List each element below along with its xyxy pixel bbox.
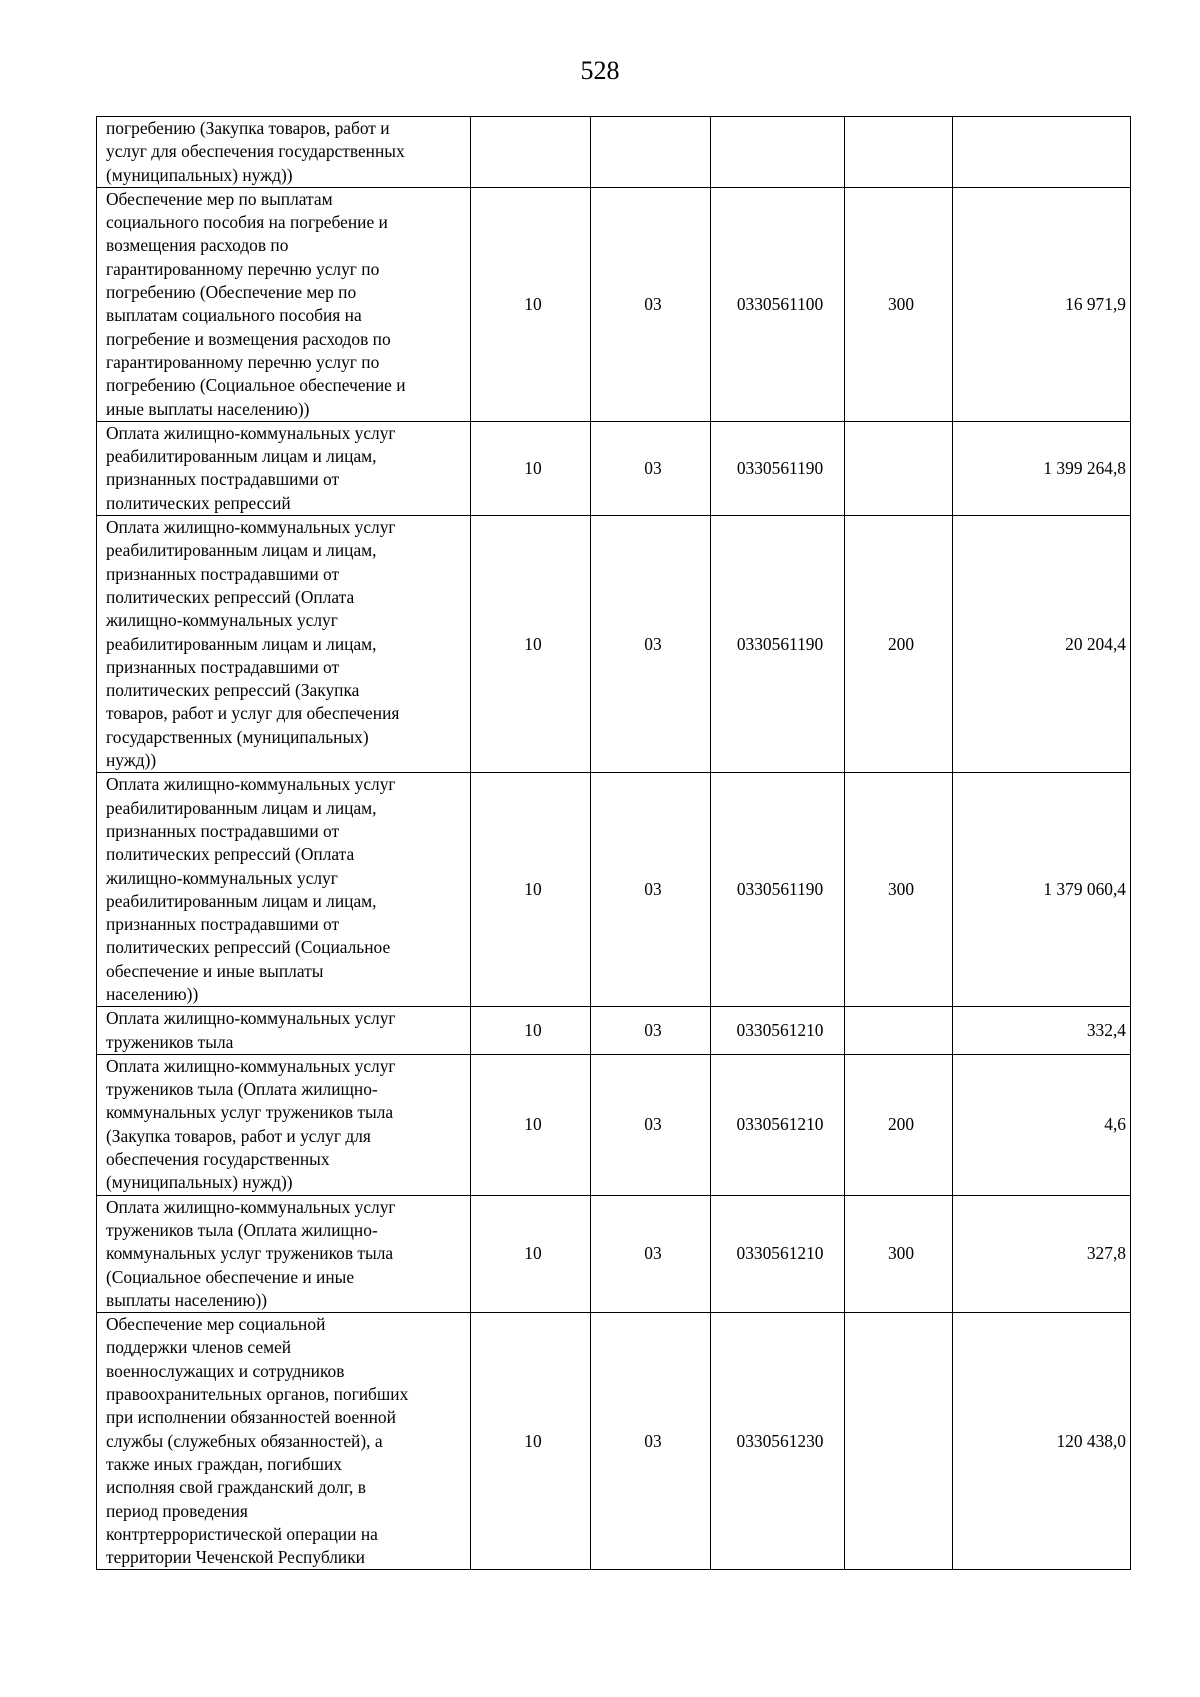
description-line: Оплата жилищно-коммунальных услуг bbox=[106, 517, 396, 538]
description-line: государственных (муниципальных) bbox=[106, 726, 369, 747]
amount-cell: 120 438,0 bbox=[953, 1313, 1131, 1570]
expense-type-cell: 200 bbox=[845, 516, 953, 773]
description-line: возмещения расходов по bbox=[106, 235, 289, 256]
description-line: коммунальных услуг тружеников тыла bbox=[106, 1102, 394, 1123]
description-line: (муниципальных) нужд)) bbox=[106, 164, 293, 185]
amount-cell bbox=[953, 117, 1131, 188]
description-line: также иных граждан, погибших bbox=[106, 1453, 342, 1474]
expense-type-cell bbox=[845, 1313, 953, 1570]
description-line: (Социальное обеспечение и иные bbox=[106, 1266, 355, 1287]
amount-cell: 1 379 060,4 bbox=[953, 773, 1131, 1007]
table-row bbox=[97, 187, 1131, 421]
description-line: обеспечение и иные выплаты bbox=[106, 960, 324, 981]
description-line: реабилитированным лицам и лицам, bbox=[106, 446, 377, 467]
description-line: нужд)) bbox=[106, 750, 157, 771]
description-line: поддержки членов семей bbox=[106, 1337, 292, 1358]
description-cell bbox=[97, 1195, 471, 1312]
subsection-code-cell: 03 bbox=[591, 516, 711, 773]
expense-type-cell bbox=[845, 1007, 953, 1055]
description-line: погребению (Социальное обеспечение и bbox=[106, 375, 406, 396]
subsection-code-cell: 03 bbox=[591, 1007, 711, 1055]
description-line: реабилитированным лицам и лицам, bbox=[106, 890, 377, 911]
description-line: услуг для обеспечения государственных bbox=[106, 141, 405, 162]
section-code-cell: 10 bbox=[471, 1313, 591, 1570]
target-article-cell: 0330561190 bbox=[711, 773, 845, 1007]
target-article-cell: 0330561210 bbox=[711, 1007, 845, 1055]
target-article-cell: 0330561100 bbox=[711, 187, 845, 421]
section-code-cell: 10 bbox=[471, 516, 591, 773]
description-cell bbox=[97, 1313, 471, 1570]
description-cell bbox=[97, 117, 471, 188]
table-row bbox=[97, 1054, 1131, 1195]
table-row bbox=[97, 516, 1131, 773]
description-cell bbox=[97, 1054, 471, 1195]
description-line: жилищно-коммунальных услуг bbox=[106, 610, 338, 631]
expense-type-cell: 300 bbox=[845, 187, 953, 421]
description-line: тружеников тыла (Оплата жилищно- bbox=[106, 1219, 378, 1240]
description-cell bbox=[97, 773, 471, 1007]
subsection-code-cell: 03 bbox=[591, 1313, 711, 1570]
description-line: погребение и возмещения расходов по bbox=[106, 328, 391, 349]
description-line: Оплата жилищно-коммунальных услуг bbox=[106, 1055, 396, 1076]
description-line: период проведения bbox=[106, 1500, 248, 1521]
subsection-code-cell: 03 bbox=[591, 1195, 711, 1312]
description-line: территории Чеченской Республики bbox=[106, 1547, 365, 1568]
amount-cell: 332,4 bbox=[953, 1007, 1131, 1055]
page-number: 528 bbox=[580, 56, 620, 85]
description-line: политических репрессий (Оплата bbox=[106, 586, 355, 607]
description-line: признанных пострадавшими от bbox=[106, 914, 340, 935]
description-cell bbox=[97, 1007, 471, 1055]
amount-cell: 327,8 bbox=[953, 1195, 1131, 1312]
description-line: Оплата жилищно-коммунальных услуг bbox=[106, 774, 396, 795]
table-row bbox=[97, 773, 1131, 1007]
description-line: при исполнении обязанностей военной bbox=[106, 1407, 396, 1428]
subsection-code-cell: 03 bbox=[591, 1054, 711, 1195]
expense-type-cell: 300 bbox=[845, 773, 953, 1007]
description-line: правоохранительных органов, погибших bbox=[106, 1384, 409, 1405]
section-code-cell: 10 bbox=[471, 421, 591, 515]
description-line: гарантированному перечню услуг по bbox=[106, 351, 380, 372]
target-article-cell bbox=[711, 117, 845, 188]
description-line: политических репрессий bbox=[106, 492, 291, 513]
description-line: реабилитированным лицам и лицам, bbox=[106, 633, 377, 654]
description-line: социального пособия на погребение и bbox=[106, 212, 388, 233]
description-line: политических репрессий (Закупка bbox=[106, 680, 360, 701]
description-line: признанных пострадавшими от bbox=[106, 656, 340, 677]
budget-table-body bbox=[97, 117, 1131, 1570]
section-code-cell: 10 bbox=[471, 187, 591, 421]
expense-type-cell bbox=[845, 421, 953, 515]
description-line: обеспечения государственных bbox=[106, 1149, 330, 1170]
target-article-cell: 0330561230 bbox=[711, 1313, 845, 1570]
subsection-code-cell bbox=[591, 117, 711, 188]
description-line: признанных пострадавшими от bbox=[106, 563, 340, 584]
description-line: (Закупка товаров, работ и услуг для bbox=[106, 1125, 371, 1146]
table-row bbox=[97, 1313, 1131, 1570]
description-line: Оплата жилищно-коммунальных услуг bbox=[106, 1008, 396, 1029]
description-line: гарантированному перечню услуг по bbox=[106, 258, 380, 279]
description-line: товаров, работ и услуг для обеспечения bbox=[106, 703, 400, 724]
target-article-cell: 0330561210 bbox=[711, 1054, 845, 1195]
amount-cell: 16 971,9 bbox=[953, 187, 1131, 421]
description-line: выплатам социального пособия на bbox=[106, 305, 362, 326]
amount-cell: 20 204,4 bbox=[953, 516, 1131, 773]
expense-type-cell bbox=[845, 117, 953, 188]
description-line: тружеников тыла (Оплата жилищно- bbox=[106, 1079, 378, 1100]
description-line: тружеников тыла bbox=[106, 1031, 234, 1052]
description-line: Оплата жилищно-коммунальных услуг bbox=[106, 1196, 396, 1217]
table-row bbox=[97, 1007, 1131, 1055]
section-code-cell: 10 bbox=[471, 1195, 591, 1312]
subsection-code-cell: 03 bbox=[591, 187, 711, 421]
table-row bbox=[97, 421, 1131, 515]
description-cell bbox=[97, 421, 471, 515]
description-line: иные выплаты населению)) bbox=[106, 398, 310, 419]
target-article-cell: 0330561210 bbox=[711, 1195, 845, 1312]
description-line: выплаты населению)) bbox=[106, 1289, 268, 1310]
table-row bbox=[97, 117, 1131, 188]
description-line: коммунальных услуг тружеников тыла bbox=[106, 1243, 394, 1264]
description-line: Обеспечение мер по выплатам bbox=[106, 188, 333, 209]
description-line: признанных пострадавшими от bbox=[106, 469, 340, 490]
description-line: политических репрессий (Оплата bbox=[106, 844, 355, 865]
subsection-code-cell: 03 bbox=[591, 421, 711, 515]
section-code-cell: 10 bbox=[471, 1054, 591, 1195]
section-code-cell bbox=[471, 117, 591, 188]
expense-type-cell: 200 bbox=[845, 1054, 953, 1195]
description-line: Оплата жилищно-коммунальных услуг bbox=[106, 422, 396, 443]
description-line: реабилитированным лицам и лицам, bbox=[106, 797, 377, 818]
description-line: погребению (Обеспечение мер по bbox=[106, 282, 357, 303]
amount-cell: 4,6 bbox=[953, 1054, 1131, 1195]
table-row bbox=[97, 1195, 1131, 1312]
description-line: (муниципальных) нужд)) bbox=[106, 1172, 293, 1193]
description-line: военнослужащих и сотрудников bbox=[106, 1360, 345, 1381]
description-line: признанных пострадавшими от bbox=[106, 820, 340, 841]
target-article-cell: 0330561190 bbox=[711, 421, 845, 515]
description-line: исполняя свой гражданский долг, в bbox=[106, 1477, 366, 1498]
description-line: населению)) bbox=[106, 983, 199, 1004]
description-cell bbox=[97, 516, 471, 773]
section-code-cell: 10 bbox=[471, 773, 591, 1007]
description-line: контртеррористической операции на bbox=[106, 1523, 378, 1544]
budget-table bbox=[96, 116, 1131, 1570]
description-line: реабилитированным лицам и лицам, bbox=[106, 540, 377, 561]
description-line: службы (служебных обязанностей), а bbox=[106, 1430, 383, 1451]
amount-cell: 1 399 264,8 bbox=[953, 421, 1131, 515]
description-line: погребению (Закупка товаров, работ и bbox=[106, 118, 390, 138]
description-line: Обеспечение мер социальной bbox=[106, 1314, 326, 1335]
description-cell bbox=[97, 187, 471, 421]
description-line: политических репрессий (Социальное bbox=[106, 937, 391, 958]
expense-type-cell: 300 bbox=[845, 1195, 953, 1312]
target-article-cell: 0330561190 bbox=[711, 516, 845, 773]
subsection-code-cell: 03 bbox=[591, 773, 711, 1007]
section-code-cell: 10 bbox=[471, 1007, 591, 1055]
description-line: жилищно-коммунальных услуг bbox=[106, 867, 338, 888]
